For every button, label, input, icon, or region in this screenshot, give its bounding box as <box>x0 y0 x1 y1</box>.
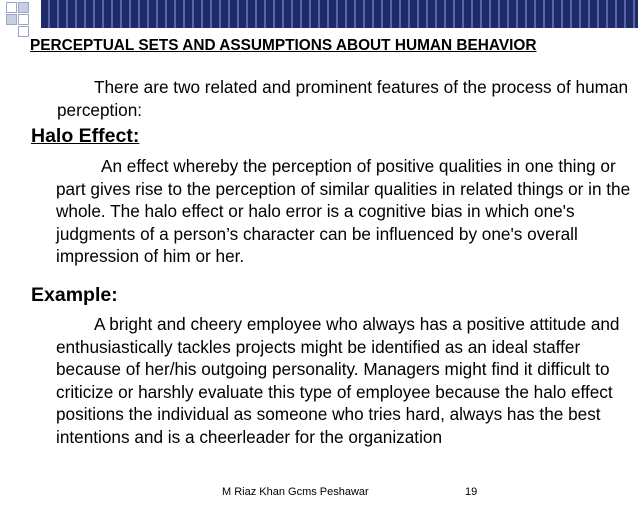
header-banner <box>41 0 638 28</box>
halo-effect-text: An effect whereby the perception of positive qualities in one thing or part gives rise to the perception of similar qualities in related things or in the whole. The halo effect or halo error is a cognitive bias in which one's judgments of a person’s character can be influenced by one's overall impression of him or her. <box>56 156 631 267</box>
grid-square <box>18 2 29 13</box>
example-heading: Example: <box>31 284 118 306</box>
grid-square <box>6 14 17 25</box>
intro-paragraph <box>57 76 637 121</box>
halo-effect-heading: Halo Effect: <box>31 125 140 147</box>
page-number: 19 <box>465 486 478 498</box>
example-text: A bright and cheery employee who always has a positive attitude and enthusiastically tackles projects might be identified as an ideal staffer because of her/his outgoing personality. Managers might find it difficult to criticize or harshly evaluate this type of employee because the halo effect positions the individual as someone who tries hard, always has the best intentions and is a cheerleader for the organization <box>56 314 620 447</box>
decorative-square-grid <box>6 0 36 40</box>
grid-square <box>18 14 29 25</box>
example-paragraph <box>56 313 626 449</box>
halo-effect-paragraph <box>56 155 634 268</box>
intro-text: There are two related and prominent features of the process of human perception: <box>57 77 629 120</box>
slide-title: PERCEPTUAL SETS AND ASSUMPTIONS ABOUT HUMAN BEHAVIOR <box>30 37 537 54</box>
grid-square <box>6 2 17 13</box>
footer-author: M Riaz Khan Gcms Peshawar <box>222 486 369 498</box>
grid-square <box>18 26 29 37</box>
